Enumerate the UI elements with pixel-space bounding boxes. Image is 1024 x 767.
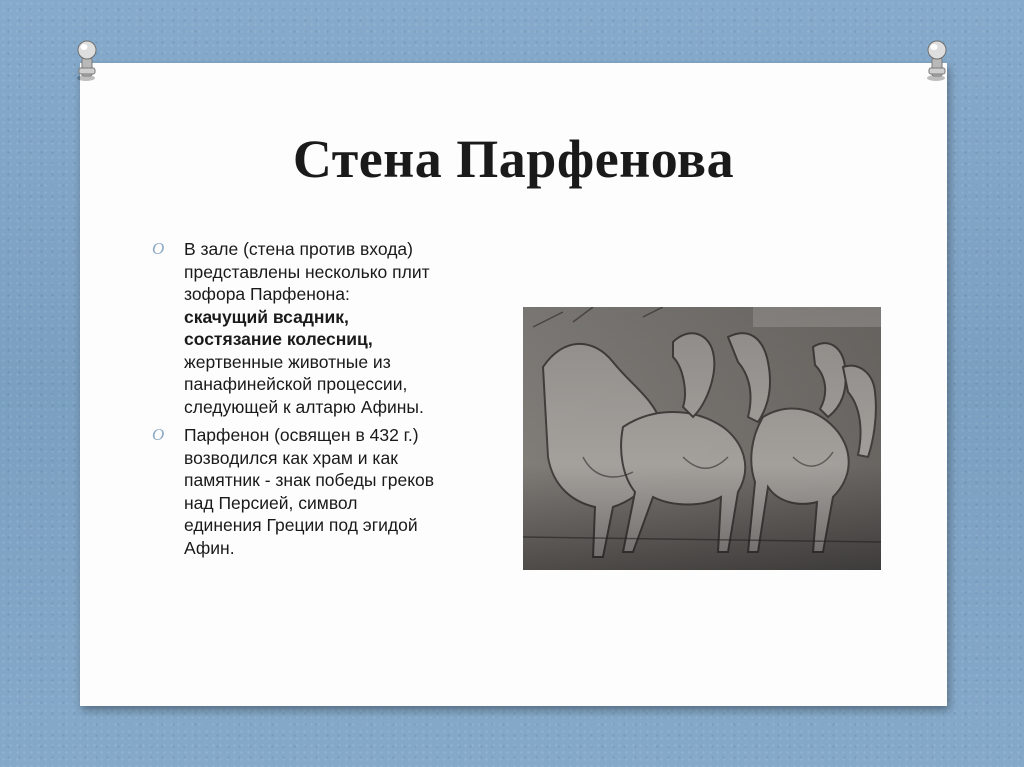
pushpin-right-icon — [920, 38, 954, 82]
bullet-line: панафинейской процессии, — [184, 374, 408, 394]
bullet-line: возводился как храм и как — [184, 447, 398, 468]
bullet-line: единения Греции под эгидой — [184, 515, 418, 535]
bullet-line: над Персией, символ — [184, 492, 358, 513]
parthenon-frieze-photo — [523, 307, 881, 570]
bullet-line: памятник - знак победы греков — [184, 470, 435, 490]
bullet-item-parthenon — [152, 424, 512, 559]
bullet-marker-icon: O — [152, 425, 165, 444]
bullet-list — [152, 238, 512, 565]
pushpin-left-icon — [70, 38, 104, 82]
bullet-line: Парфенон (освящен в 432 г.) — [184, 425, 419, 445]
slide-title: Стена Парфенова — [292, 129, 735, 189]
bullet-line: зофора Парфенона: — [184, 284, 350, 304]
bullet-line-bold: состязание колесниц, — [184, 329, 373, 349]
bullet-line: следующей к алтарю Афины. — [184, 396, 424, 417]
bullet-marker-icon: O — [152, 239, 165, 258]
bullet-line: представлены несколько плит — [184, 261, 430, 282]
bullet-item-hall — [152, 238, 512, 418]
bullet-line-bold: скачущий всадник, — [184, 306, 349, 327]
bullet-line: В зале (стена против входа) — [184, 239, 413, 259]
bullet-line: жертвенные животные из — [184, 351, 391, 372]
bullet-line: Афин. — [184, 537, 235, 558]
